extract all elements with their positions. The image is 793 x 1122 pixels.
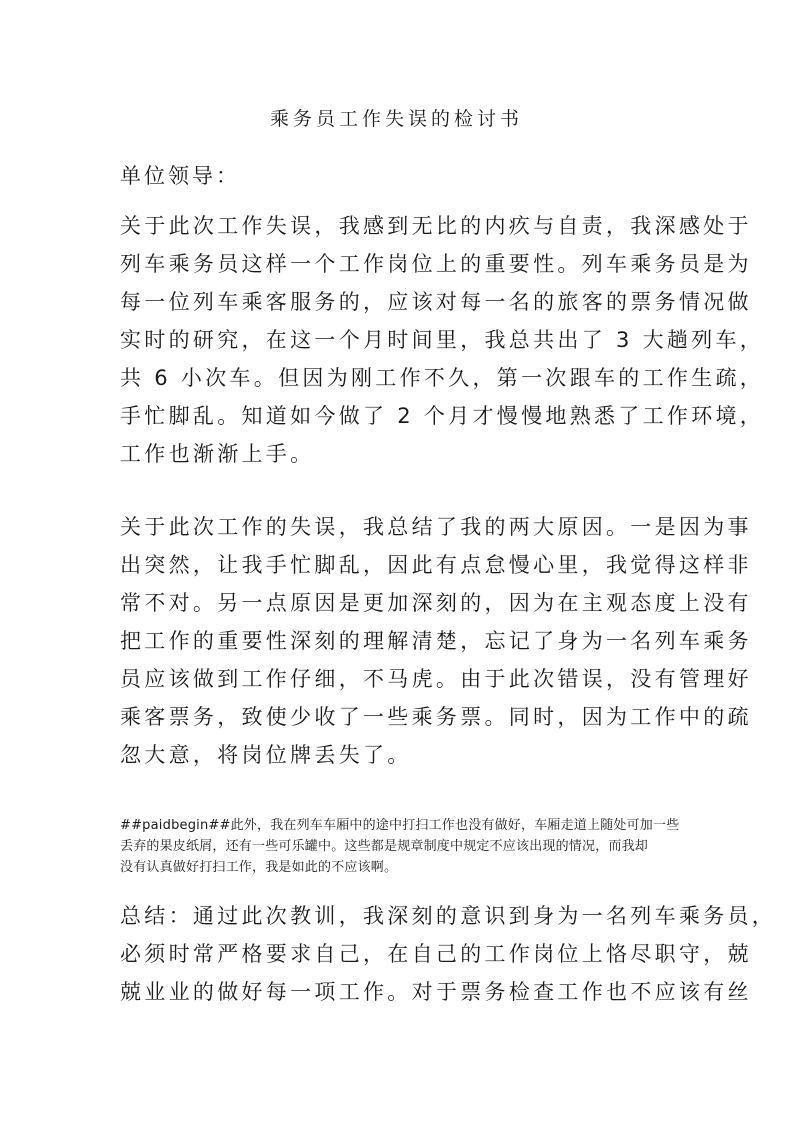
paragraph-line: 关于此次工作失误，我感到无比的内疚与自责，我深感处于 (120, 214, 752, 238)
paragraph-line: 乘客票务，致使少收了一些乘务票。同时，因为工作中的疏 (120, 705, 752, 729)
paragraph-line: 总结：通过此次教训，我深刻的意识到身为一名列车乘务员， (120, 904, 777, 928)
paragraph-line: 必须时常严格要求自己，在自己的工作岗位上恪尽职守，兢 (120, 942, 752, 966)
paragraph-line: 工作也渐渐上手。 (120, 442, 315, 466)
document-title: 乘务员工作失误的检讨书 (269, 108, 523, 130)
paragraph-line: 没有认真做好打扫工作，我是如此的不应该啊。 (120, 860, 398, 875)
paragraph-summary (120, 897, 777, 1011)
paragraph-2 (120, 508, 752, 774)
salutation: 单位领导： (120, 164, 240, 188)
paragraph-1 (120, 207, 765, 473)
paragraph-line: 兢业业的做好每一项工作。对于票务检查工作也不应该有丝 (120, 980, 752, 1004)
paragraph-line: 手忙脚乱。知道如今做了 2 个月才慢慢地熟悉了工作环境， (120, 404, 765, 428)
paragraph-line: ##paidbegin##此外，我在列车车厢中的途中打扫工作也没有做好，车厢走道上随处可加一些 (120, 818, 680, 833)
paragraph-line: 共 6 小次车。但因为刚工作不久，第一次跟车的工作生疏， (120, 366, 765, 390)
paragraph-line: 员应该做到工作仔细，不马虎。由于此次错误，没有管理好 (120, 667, 752, 691)
paragraph-line: 出突然，让我手忙脚乱，因此有点怠慢心里，我觉得这样非 (120, 553, 752, 577)
paragraph-line: 关于此次工作的失误，我总结了我的两大原因。一是因为事 (120, 515, 752, 539)
paragraph-line: 丢弃的果皮纸屑，还有一些可乐罐中。这些都是规章制度中规定不应该出现的情况，而我却 (120, 839, 649, 854)
paragraph-line: 把工作的重要性深刻的理解清楚，忘记了身为一名列车乘务 (120, 629, 752, 653)
paragraph-line: 列车乘务员这样一个工作岗位上的重要性。列车乘务员是为 (120, 252, 752, 276)
paragraph-line: 每一位列车乘客服务的，应该对每一名的旅客的票务情况做 (120, 290, 752, 314)
paragraph-line: 实时的研究，在这一个月时间里，我总共出了 3 大趟列车， (120, 328, 765, 352)
paragraph-line: 常不对。另一点原因是更加深刻的，因为在主观态度上没有 (120, 591, 752, 615)
paragraph-line: 忽大意，将岗位牌丢失了。 (120, 743, 412, 767)
paragraph-3 (120, 815, 680, 878)
